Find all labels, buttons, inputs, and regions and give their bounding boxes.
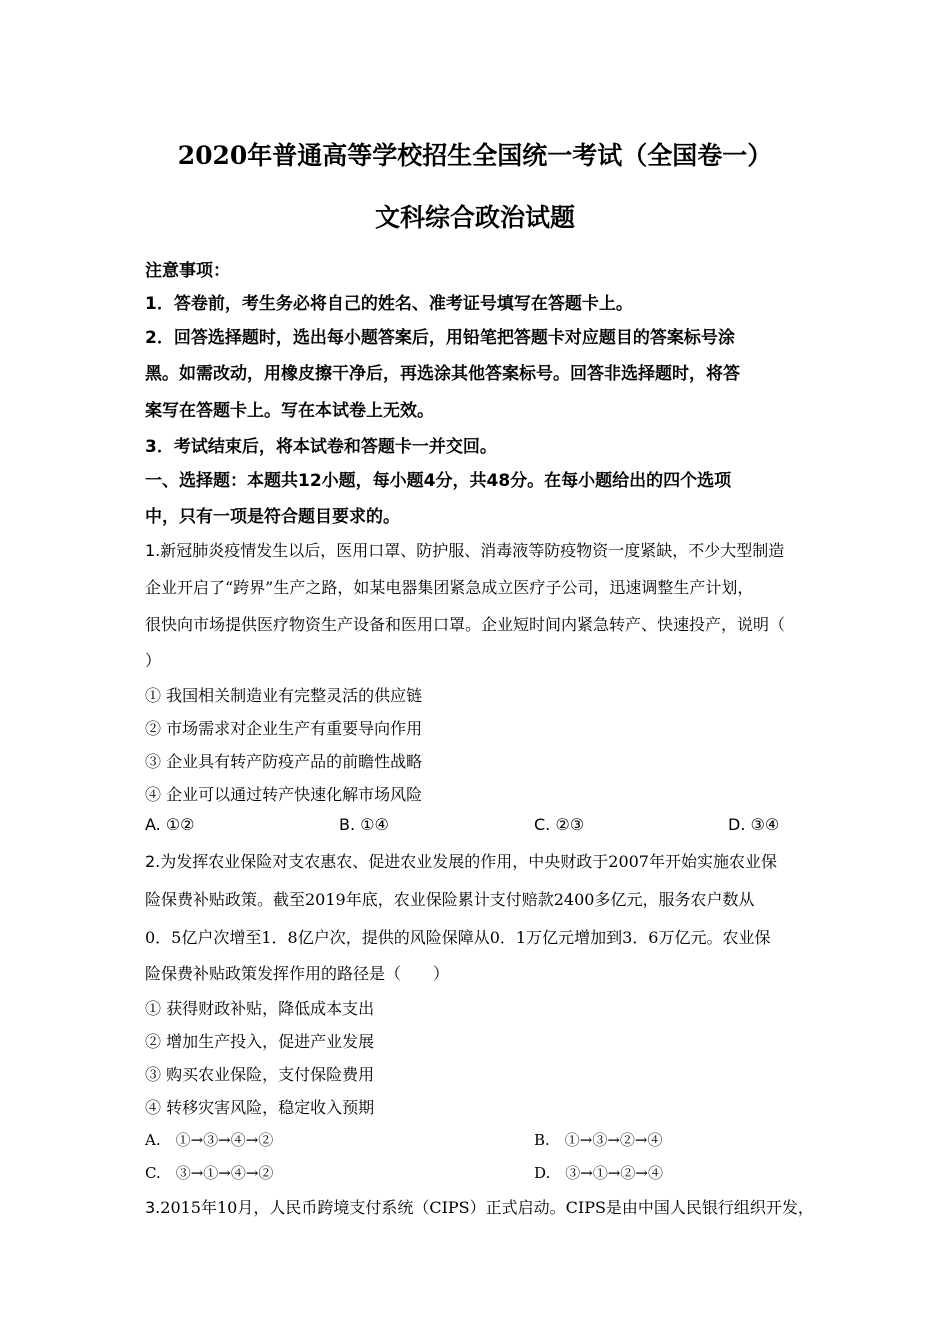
question-2-option-b: B. ①→③→②→④	[534, 1131, 663, 1149]
question-1-line-2: 企业开启了“跨界”生产之路，如某电器集团紧急成立医疗子公司，迅速调整生产计划，	[145, 578, 754, 597]
question-1-line-3: 很快向市场提供医疗物资生产设备和医用口罩。企业短时间内紧急转产、快速投产，说明（	[145, 615, 786, 634]
question-2-statement-4: ④ 转移灾害风险，稳定收入预期	[145, 1098, 375, 1117]
question-2-line-1	[145, 849, 777, 872]
question-1-option-b: B. ①④	[339, 815, 389, 834]
question-1-statement-1: ① 我国相关制造业有完整灵活的供应链	[145, 686, 423, 705]
question-2-line-3: 0．5亿户次增至1．8亿户次，提供的风险保障从0．1万亿元增加到3．6万亿元。农业保	[145, 928, 771, 947]
notice-item-2-line-2: 黑。如需改动，用橡皮擦干净后，再选涂其他答案标号。回答非选择题时，将答	[145, 364, 740, 384]
notice-item-1: 1．答卷前，考生务必将自己的姓名、准考证号填写在答题卡上。	[145, 294, 633, 314]
question-2-line-2: 险保费补贴政策。截至2019年底，农业保险累计支付赔款2400多亿元，服务农户数从	[145, 890, 755, 909]
question-2-option-d: D. ③→①→②→④	[534, 1164, 663, 1182]
question-3-line-1	[145, 1195, 814, 1218]
question-1-number: 1.	[145, 541, 161, 560]
question-1-line-4: ）	[145, 651, 162, 670]
question-2-line-4: 险保费补贴政策发挥作用的路径是（ ）	[145, 964, 450, 983]
question-3-number: 3.	[145, 1198, 161, 1217]
notice-heading: 注意事项：	[145, 261, 230, 281]
question-1-statement-4: ④ 企业可以通过转产快速化解市场风险	[145, 785, 423, 804]
question-2-statement-1: ① 获得财政补贴，降低成本支出	[145, 999, 375, 1018]
question-1-statement-3: ③ 企业具有转产防疫产品的前瞻性战略	[145, 752, 423, 771]
section-heading-line-1: 一、选择题：本题共12小题，每小题4分，共48分。在每小题给出的四个选项	[145, 471, 732, 491]
section-heading-line-2: 中，只有一项是符合题目要求的。	[145, 507, 400, 527]
exam-title: 2020年普通高等学校招生全国统一考试（全国卷一）	[177, 141, 773, 170]
exam-subtitle: 文科综合政治试题	[374, 203, 575, 232]
question-2-number: 2.	[145, 852, 161, 871]
question-1-option-a: A. ①②	[145, 815, 195, 834]
question-1-option-d: D. ③④	[728, 815, 780, 834]
notice-item-2-line-1: 2．回答选择题时，选出每小题答案后，用铅笔把答题卡对应题目的答案标号涂	[145, 328, 735, 348]
question-2-statement-3: ③ 购买农业保险，支付保险费用	[145, 1065, 375, 1084]
question-2-option-c: C. ③→①→④→②	[145, 1164, 274, 1182]
question-2-stem-1: 为发挥农业保险对支农惠农、促进农业发展的作用，中央财政于2007年开始实施农业保	[160, 852, 777, 871]
question-2-statement-2: ② 增加生产投入，促进产业发展	[145, 1032, 375, 1051]
question-1-statement-2: ② 市场需求对企业生产有重要导向作用	[145, 719, 423, 738]
question-1-stem-1: 新冠肺炎疫情发生以后，医用口罩、防护服、消毒液等防疫物资一度紧缺，不少大型制造	[160, 541, 785, 560]
question-3-stem-1: 2015年10月，人民币跨境支付系统（CIPS）正式启动。CIPS是由中国人民银行组织开发，	[160, 1198, 814, 1217]
question-1-line-1	[145, 538, 784, 561]
question-2-option-a: A. ①→③→④→②	[145, 1131, 274, 1149]
notice-item-2-line-3: 案写在答题卡上。写在本试卷上无效。	[145, 401, 434, 421]
notice-item-3: 3．考试结束后，将本试卷和答题卡一并交回。	[145, 437, 497, 457]
question-1-option-c: C. ②③	[534, 815, 585, 834]
